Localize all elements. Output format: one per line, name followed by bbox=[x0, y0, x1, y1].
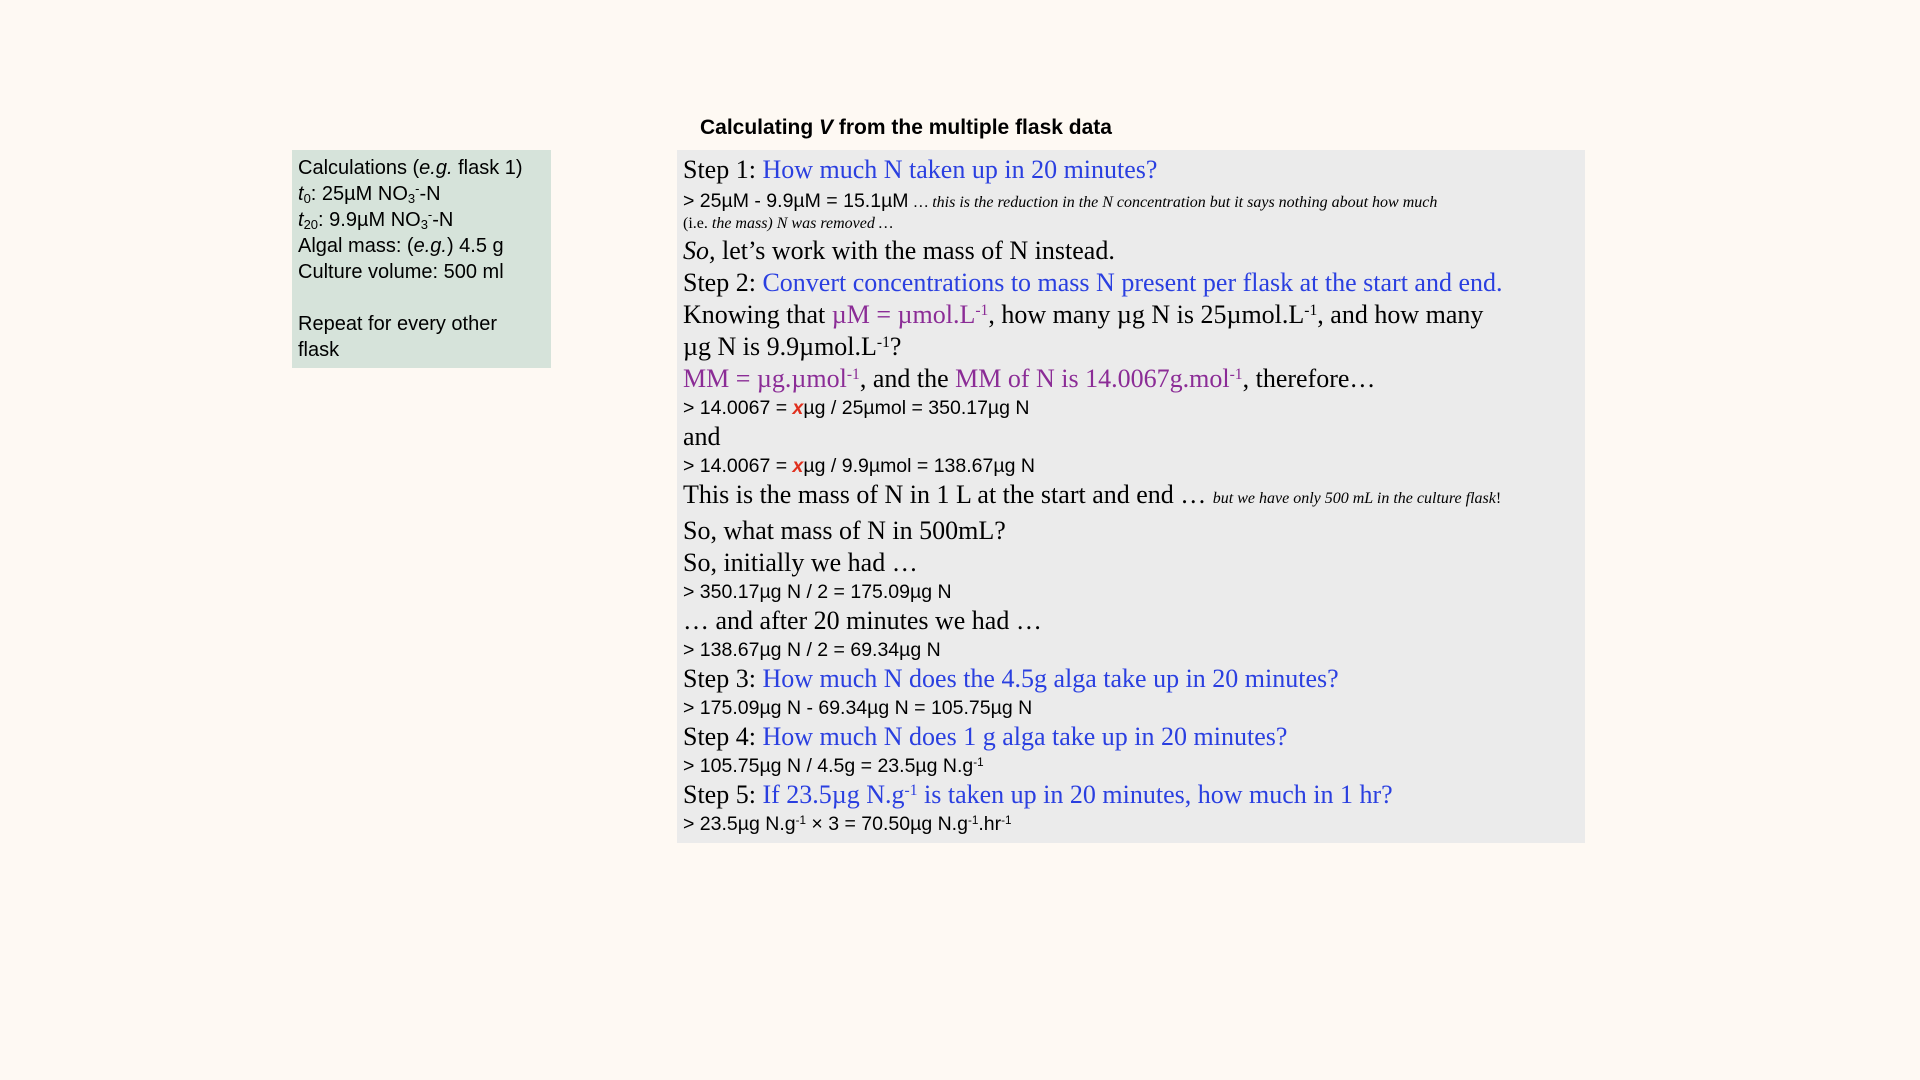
knowing-line-1: Knowing that $\mu M = \mu mol.L^{-1}$, how many µg N is $25\mu mol.L^{-1}$, and how many bbox=[683, 300, 1484, 329]
calc-final-500ml: > 138.67µg N / 2 = 69.34µg N bbox=[683, 639, 941, 661]
title-prefix: Calculating bbox=[700, 116, 814, 139]
repeat-line-1: Repeat for every other bbox=[298, 313, 497, 335]
calculation-steps-box bbox=[677, 150, 1585, 843]
t0-line: $t_0$: 25µM $NO_3^--N$ bbox=[298, 181, 441, 206]
step-4-calc: > 105.75µg N / 4.5g = 23.5µg $N.g^{-1}$ bbox=[683, 755, 984, 777]
algal-mass-line: Algal mass: (e.g.) 4.5 g bbox=[298, 235, 504, 257]
t20-line: $t_{20}$: 9.9µM $NO_3^--N$ bbox=[298, 207, 454, 232]
and-line: and bbox=[683, 422, 721, 451]
calculations-summary-box bbox=[292, 150, 551, 368]
slide-title bbox=[700, 116, 1112, 140]
initially-line: So, initially we had … bbox=[683, 548, 918, 577]
after-line: … and after 20 minutes we had … bbox=[683, 606, 1042, 635]
step-1-note: (i.e. the mass) N was removed … bbox=[683, 215, 894, 232]
calc-end-mass: > 14.0067 = xµg / 9.9µmol = 138.67µg N bbox=[683, 455, 1035, 477]
question-500ml: So, what mass of N in 500mL? bbox=[683, 516, 1006, 545]
mass-per-litre-line: This is the mass of N in 1 L at the start and end … but we have only 500 mL in the culture flask! bbox=[683, 480, 1502, 509]
so-line: So, let’s work with the mass of N instead. bbox=[683, 236, 1115, 265]
calc-heading: Calculations (e.g. flask 1) bbox=[298, 157, 523, 179]
title-suffix: from the multiple flask data bbox=[838, 116, 1112, 139]
step-5-heading: Step 5: If 23.5µg $N.g^{-1}$ is taken up in 20 minutes, how much in 1 hr? bbox=[683, 780, 1393, 809]
molar-mass-line: MM = µg.µmol$^{-1}$, and the MM of N is 14.0067g.mol$^{-1}$, therefore… bbox=[683, 364, 1376, 393]
calc-initial-500ml: > 350.17µg N / 2 = 175.09µg N bbox=[683, 581, 952, 603]
step-3-heading: Step 3: How much N does the 4.5g alga take up in 20 minutes? bbox=[683, 664, 1339, 693]
knowing-line-2: µg N is $9.9\mu mol.L^{-1}$? bbox=[683, 332, 902, 361]
culture-volume-line: Culture volume: 500 ml bbox=[298, 261, 504, 283]
calc-start-mass: > 14.0067 = xµg / 25µmol = 350.17µg N bbox=[683, 397, 1030, 419]
step-5-calc: > 23.5µg $N.g^{-1} \times 3 = 70.50\mu g$ $N.g^{-1}.hr^{-1}$ bbox=[683, 813, 1012, 835]
step-1-heading: Step 1: How much N taken up in 20 minutes? bbox=[683, 155, 1158, 184]
title-variable: V bbox=[819, 116, 834, 139]
repeat-line-2: flask bbox=[298, 339, 340, 361]
step-3-calc: > 175.09µg N - 69.34µg N = 105.75µg N bbox=[683, 697, 1033, 719]
step-2-heading: Step 2: Convert concentrations to mass N present per flask at the start and end. bbox=[683, 268, 1503, 297]
step-4-heading: Step 4: How much N does 1 g alga take up in 20 minutes? bbox=[683, 722, 1288, 751]
step-1-calc: > 25µM - 9.9µM = 15.1µM … this is the reduction in the N concentration but it says nothing about how much bbox=[683, 190, 1438, 212]
